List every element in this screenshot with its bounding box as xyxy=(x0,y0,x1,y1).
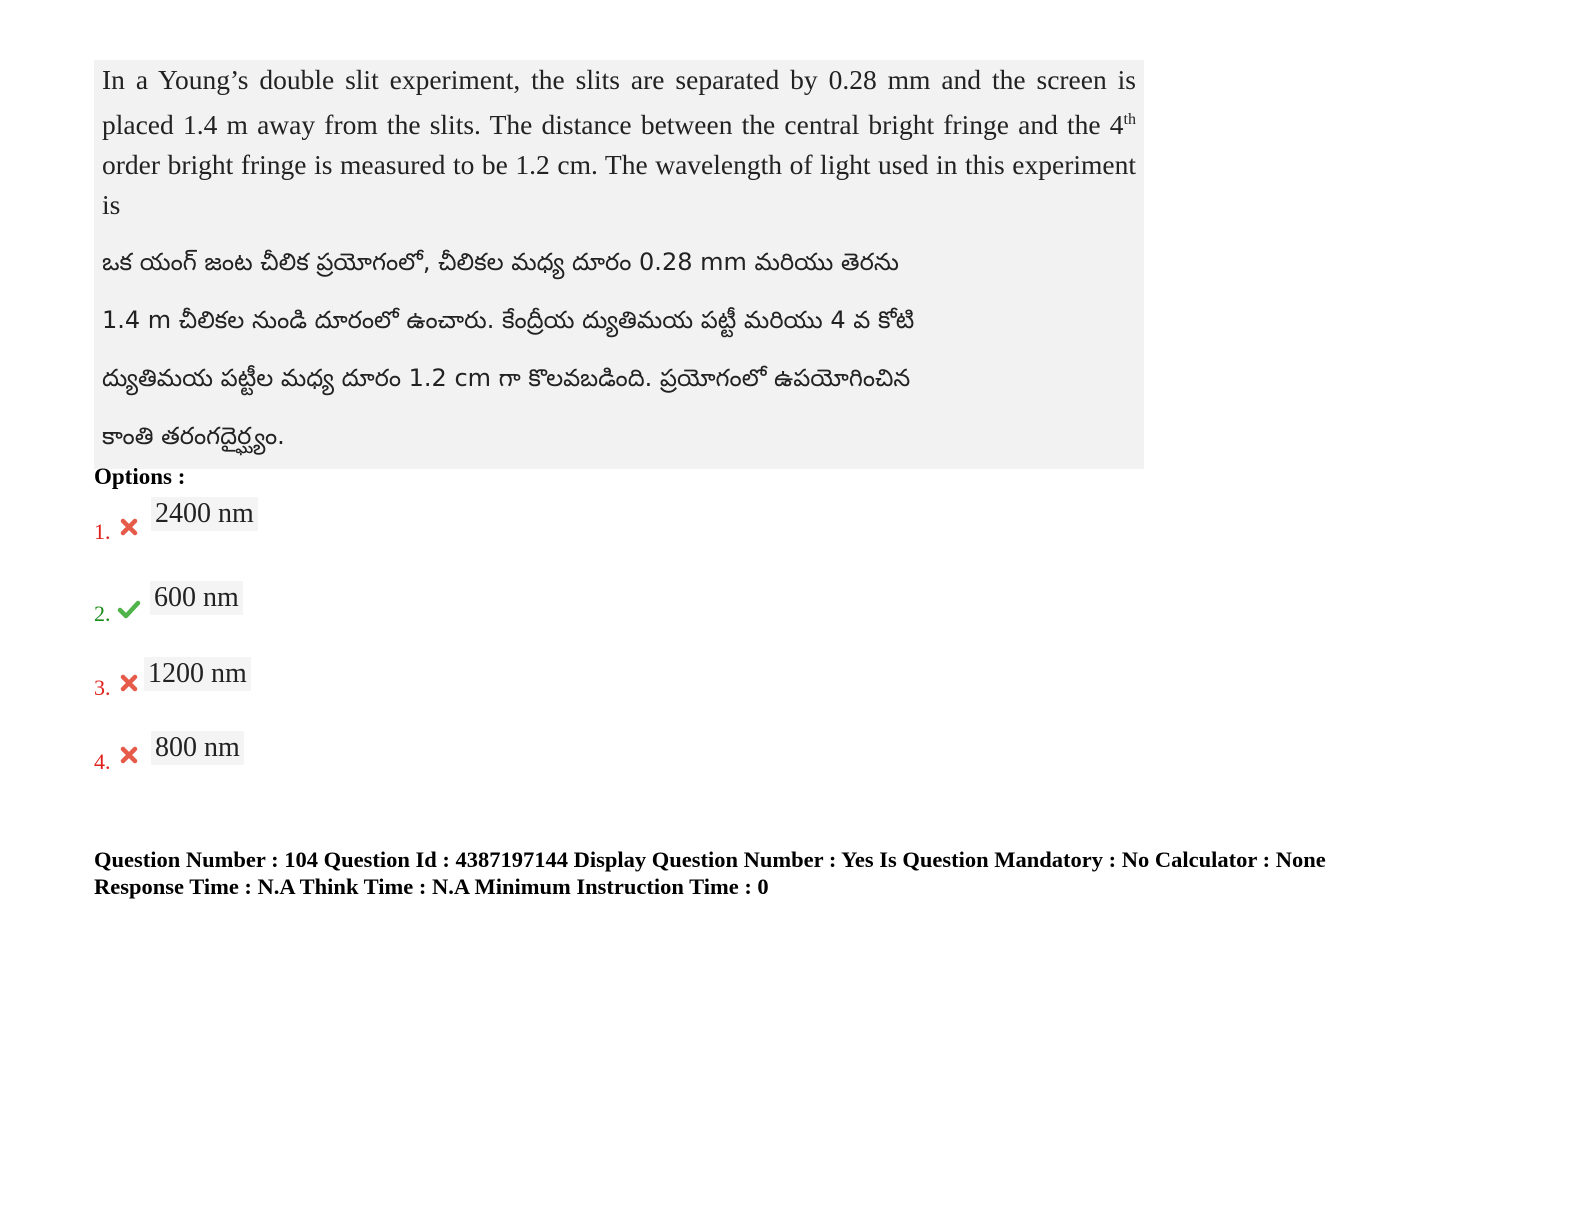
telugu-line-2: 1.4 m చీలికల నుండి దూరంలో ఉంచారు. కేంద్రీయ ద్యుతిమయ పట్టీ మరియు 4 వ కోటి xyxy=(102,306,915,335)
telugu-line-4: కాంతి తరంగదైర్ఘ్యం. xyxy=(102,422,285,451)
option-value: 1200 nm xyxy=(144,657,251,691)
question-text-english-tail: order bright fringe is measured to be 1.2 cm. The wavelength of light used in this experiment is xyxy=(102,149,1136,221)
cross-icon xyxy=(119,517,139,537)
ordinal-superscript: th xyxy=(1123,111,1136,128)
option-number: 3. xyxy=(94,675,111,700)
question-metadata xyxy=(94,846,1534,900)
option-number: 4. xyxy=(94,749,111,774)
question-image xyxy=(94,60,1144,469)
question-text-english-main: In a Young’s double slit experiment, the slits are separated by 0.28 mm and the screen is placed 1.4 m away from the slits. The distance between the central bright fringe and the 4 xyxy=(102,64,1136,141)
metadata-line-1: Question Number : 104 Question Id : 4387197144 Display Question Number : Yes Is Question Mandatory : No Calculator : None xyxy=(94,847,1326,872)
option-value: 2400 nm xyxy=(151,497,258,531)
cross-icon xyxy=(119,745,139,765)
question-text-english xyxy=(102,60,1136,233)
option-number: 1. xyxy=(94,519,111,544)
option-number: 2. xyxy=(94,601,111,626)
telugu-line-1: ఒక యంగ్ జంట చీలిక ప్రయోగంలో, చీలికల మధ్య దూరం 0.28 mm మరియు తెరను xyxy=(102,248,899,277)
question-text-telugu xyxy=(102,233,1136,469)
metadata-line-2: Response Time : N.A Think Time : N.A Minimum Instruction Time : 0 xyxy=(94,874,769,899)
check-icon xyxy=(117,599,141,619)
options-label: Options : xyxy=(94,464,186,489)
cross-icon xyxy=(119,673,139,693)
option-value: 800 nm xyxy=(151,731,244,765)
telugu-line-3: ద్యుతిమయ పట్టీల మధ్య దూరం 1.2 cm గా కొలవబడింది. ప్రయోగంలో ఉపయోగించిన xyxy=(102,364,911,393)
option-value: 600 nm xyxy=(150,581,243,615)
